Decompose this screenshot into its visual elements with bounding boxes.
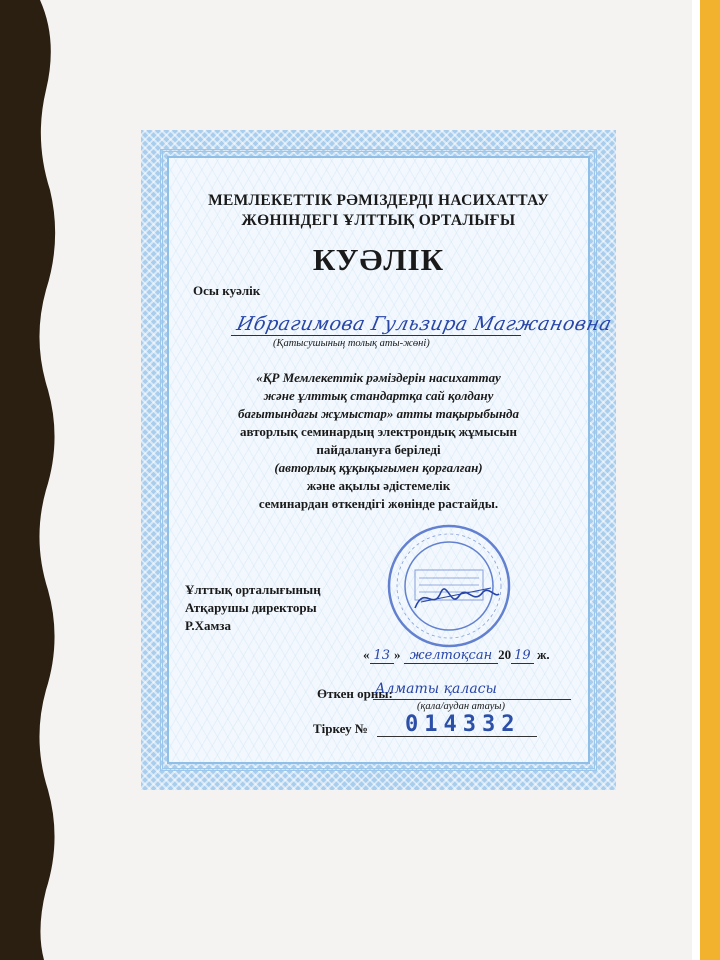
- right-orange-stripe: [700, 0, 720, 960]
- director-line-2: Атқарушы директоры: [185, 600, 317, 615]
- place-underline: [373, 699, 571, 700]
- body-line-5: пайдалануға беріледі: [316, 442, 441, 457]
- registration-underline: [377, 736, 537, 737]
- director-signature: [411, 578, 501, 618]
- org-name-line2: ЖӨНІНДЕГІ ҰЛТТЫҚ ОРТАЛЫҒЫ: [241, 212, 516, 229]
- body-line-2: және ұлттық стандартқа сай қолдану: [263, 388, 494, 403]
- date-year: 19: [511, 648, 534, 664]
- body-line-4: авторлық семинардың электрондық жұмысын: [239, 424, 518, 439]
- date-month: желтоқсан: [404, 648, 498, 664]
- date-day: 13: [370, 648, 395, 664]
- place-label: Өткен орны:: [317, 686, 393, 701]
- place-caption: (қала/аудан атауы): [417, 701, 506, 712]
- certificate-title: КУӘЛІК: [312, 242, 445, 277]
- issue-date: « 13 » желтоқсан 20 19 ж.: [363, 647, 550, 663]
- body-line-8: семинардан өткендігі жөнінде растайды.: [258, 496, 499, 511]
- body-line-6: (авторлық құқықығымен қорғалған): [274, 460, 483, 475]
- participant-name: Ибрагимова Гульзира Магжановна: [234, 313, 614, 335]
- body-line-1: «ҚР Мемлекеттік рәміздерін насихаттау: [256, 370, 501, 385]
- right-white-gap: [692, 0, 700, 960]
- wavy-dark-border: [0, 0, 60, 960]
- org-name-line1: МЕМЛЕКЕТТІК РӘМІЗДЕРДІ НАСИХАТТАУ: [208, 192, 549, 209]
- place-value: Алматы қаласы: [375, 681, 497, 697]
- certificate: [141, 130, 616, 790]
- body-line-3: бағытындағы жұмыстар» атты тақырыбында: [237, 406, 520, 421]
- registration-number: 014332: [405, 712, 521, 737]
- director-name: Р.Хамза: [185, 618, 232, 633]
- body-line-7: және ақылы әдістемелік: [306, 478, 451, 493]
- name-underline: [231, 335, 521, 336]
- participant-caption: (Қатысушының толық аты-жөні): [273, 338, 430, 349]
- intro-text: Осы куәлік: [193, 283, 261, 298]
- director-line-1: Ұлттық орталығының: [185, 582, 321, 597]
- registration-label: Тіркеу №: [313, 721, 368, 736]
